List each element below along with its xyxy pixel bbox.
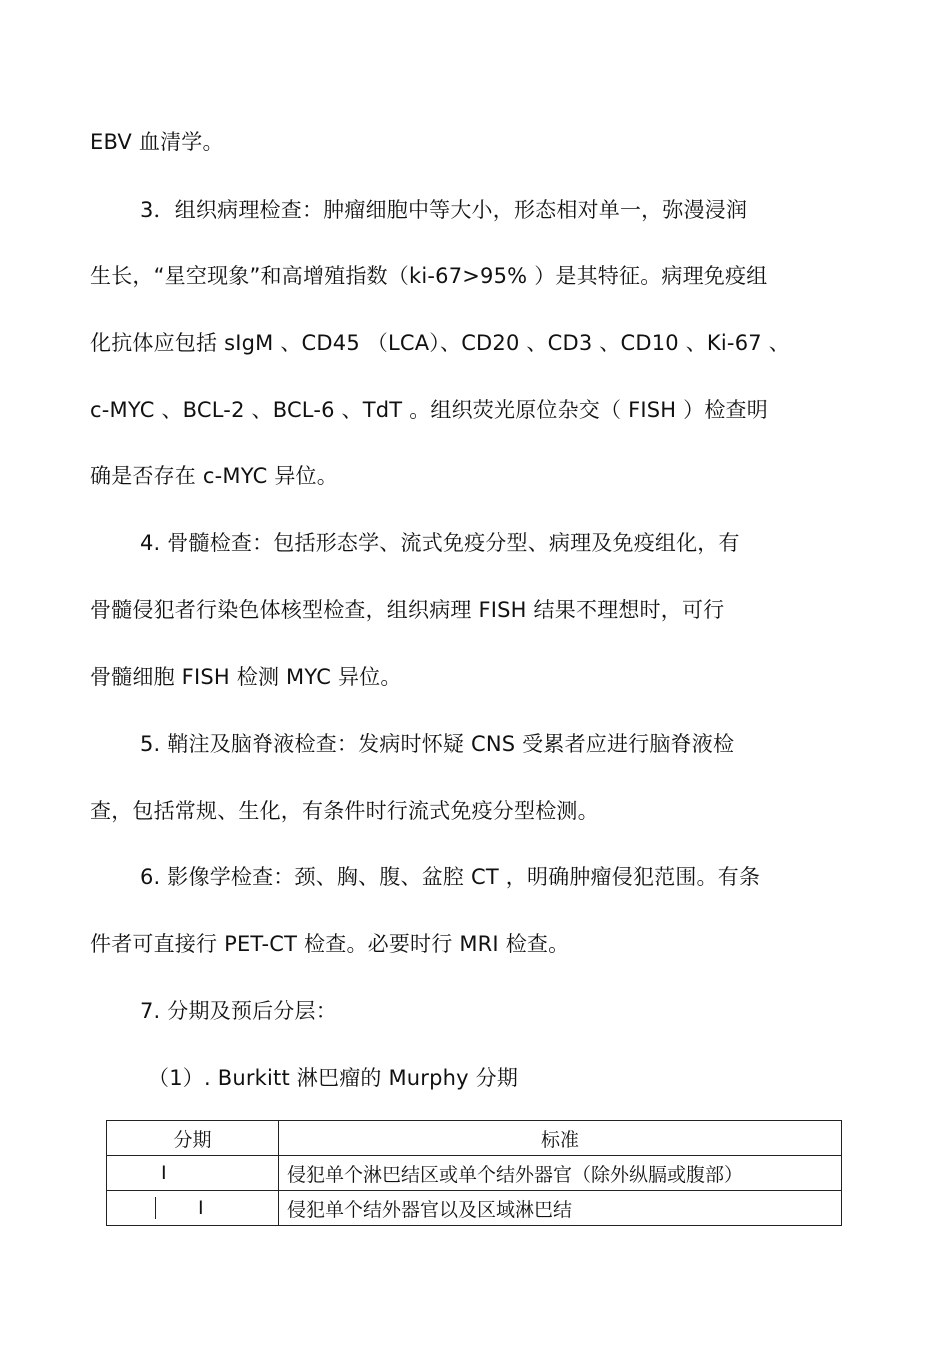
paragraph-line: 骨髓侵犯者行染色体核型检查，组织病理 FISH 结果不理想时，可行: [90, 598, 725, 622]
stage-label: I: [161, 1162, 167, 1184]
paragraph-line: 5. 鞘注及脑脊液检查：发病时怀疑 CNS 受累者应进行脑脊液检: [140, 732, 735, 756]
table-cell-stage: [107, 1156, 279, 1191]
paragraph-line: 确是否存在 c-MYC 异位。: [90, 464, 338, 488]
table-cell-criteria: 侵犯单个结外器官以及区域淋巴结: [279, 1191, 842, 1226]
stage-label: I: [155, 1197, 204, 1219]
paragraph-line: 3．组织病理检查：肿瘤细胞中等大小，形态相对单一，弥漫浸润: [140, 198, 748, 222]
paragraph-line: 件者可直接行 PET-CT 检查。必要时行 MRI 检查。: [90, 932, 570, 956]
paragraph-line: 化抗体应包括 sIgM 、CD45 （LCA）、CD20 、CD3 、CD10 、Ki-67 、: [90, 331, 790, 355]
table-header-row: [107, 1121, 842, 1156]
table-row: [107, 1156, 842, 1191]
murphy-staging-table: [106, 1120, 842, 1226]
table-cell-criteria: 侵犯单个淋巴结区或单个结外器官（除外纵膈或腹部）: [279, 1156, 842, 1191]
paragraph-line: 查，包括常规、生化，有条件时行流式免疫分型检测。: [90, 799, 599, 823]
table-header-stage: 分期: [107, 1121, 279, 1156]
section-heading: 7. 分期及预后分层：: [140, 999, 337, 1023]
subsection-heading: （1）. Burkitt 淋巴瘤的 Murphy 分期: [148, 1066, 519, 1090]
table-header-criteria: 标准: [279, 1121, 842, 1156]
paragraph-line: c-MYC 、BCL-2 、BCL-6 、TdT 。组织荧光原位杂交（ FISH ）检查明: [90, 398, 768, 422]
table-row: [107, 1191, 842, 1226]
paragraph-line: 6. 影像学检查：颈、胸、腹、盆腔 CT ，明确肿瘤侵犯范围。有条: [140, 865, 761, 889]
paragraph-line: 骨髓细胞 FISH 检测 MYC 异位。: [90, 665, 402, 689]
table-cell-stage: [107, 1191, 279, 1226]
paragraph-line: 生长，“星空现象”和高增殖指数（ki-67>95% ）是其特征。病理免疫组: [90, 264, 768, 288]
paragraph-line: 4. 骨髓检查：包括形态学、流式免疫分型、病理及免疫组化，有: [140, 531, 740, 555]
paragraph-line: EBV 血清学。: [90, 130, 224, 154]
